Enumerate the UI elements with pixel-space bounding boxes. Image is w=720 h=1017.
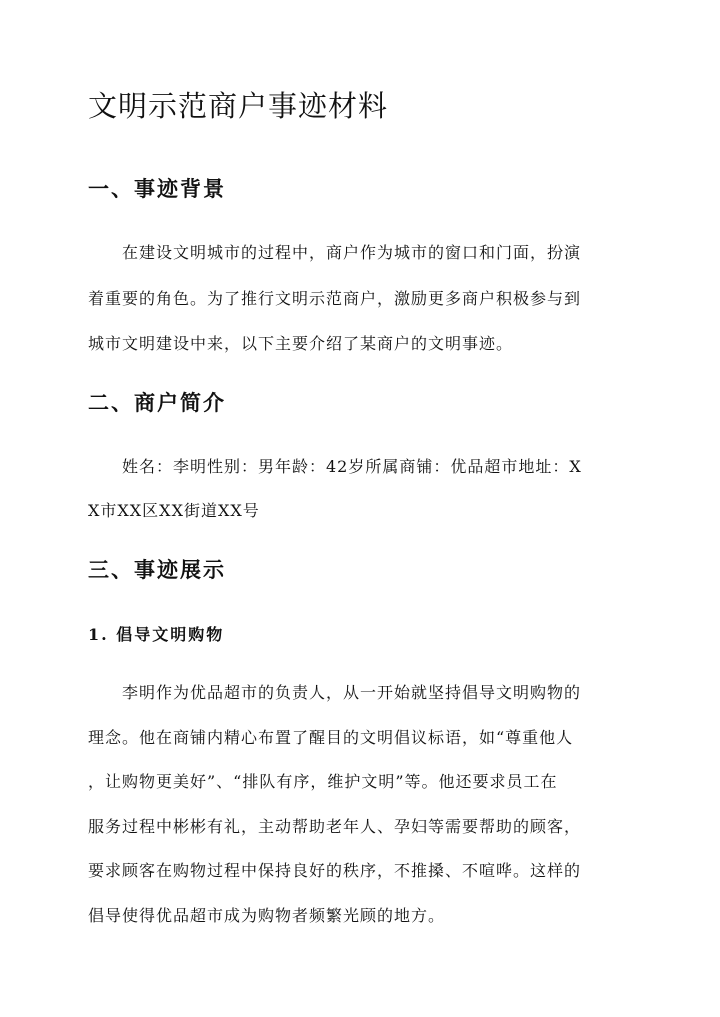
paragraph-line: X市XX区XX街道XX号	[88, 501, 260, 520]
paragraph-line: 李明作为优品超市的负责人，从一开始就坚持倡导文明购物的	[122, 683, 582, 702]
paragraph-line: 在建设文明城市的过程中，商户作为城市的窗口和门面，扮演	[122, 243, 582, 262]
paragraph-line: 要求顾客在购物过程中保持良好的秩序，不推搡、不喧哗。这样的	[88, 861, 582, 880]
paragraph-line: 着重要的角色。为了推行文明示范商户，激励更多商户积极参与到	[88, 289, 582, 308]
paragraph-line: 理念。他在商铺内精心布置了醒目的文明倡议标语，如“尊重他人	[88, 728, 574, 747]
paragraph-line: 倡导使得优品超市成为购物者频繁光顾的地方。	[88, 906, 446, 925]
section-heading-deeds: 三、事迹展示	[88, 557, 226, 582]
subsection-heading: 1. 倡导文明购物	[88, 625, 225, 644]
paragraph-line: 服务过程中彬彬有礼，主动帮助老年人、孕妇等需要帮助的顾客，	[88, 817, 582, 836]
document-title: 文明示范商户事迹材料	[88, 89, 389, 123]
section-heading-background: 一、事迹背景	[88, 176, 226, 201]
paragraph-line: ，让购物更美好”、“排队有序，维护文明”等。他还要求员工在	[88, 772, 558, 791]
paragraph-line: 姓名：李明性别：男年龄：42岁所属商铺：优品超市地址：X	[122, 457, 582, 476]
section-heading-profile: 二、商户简介	[88, 390, 226, 415]
paragraph-line: 城市文明建设中来，以下主要介绍了某商户的文明事迹。	[88, 334, 514, 353]
